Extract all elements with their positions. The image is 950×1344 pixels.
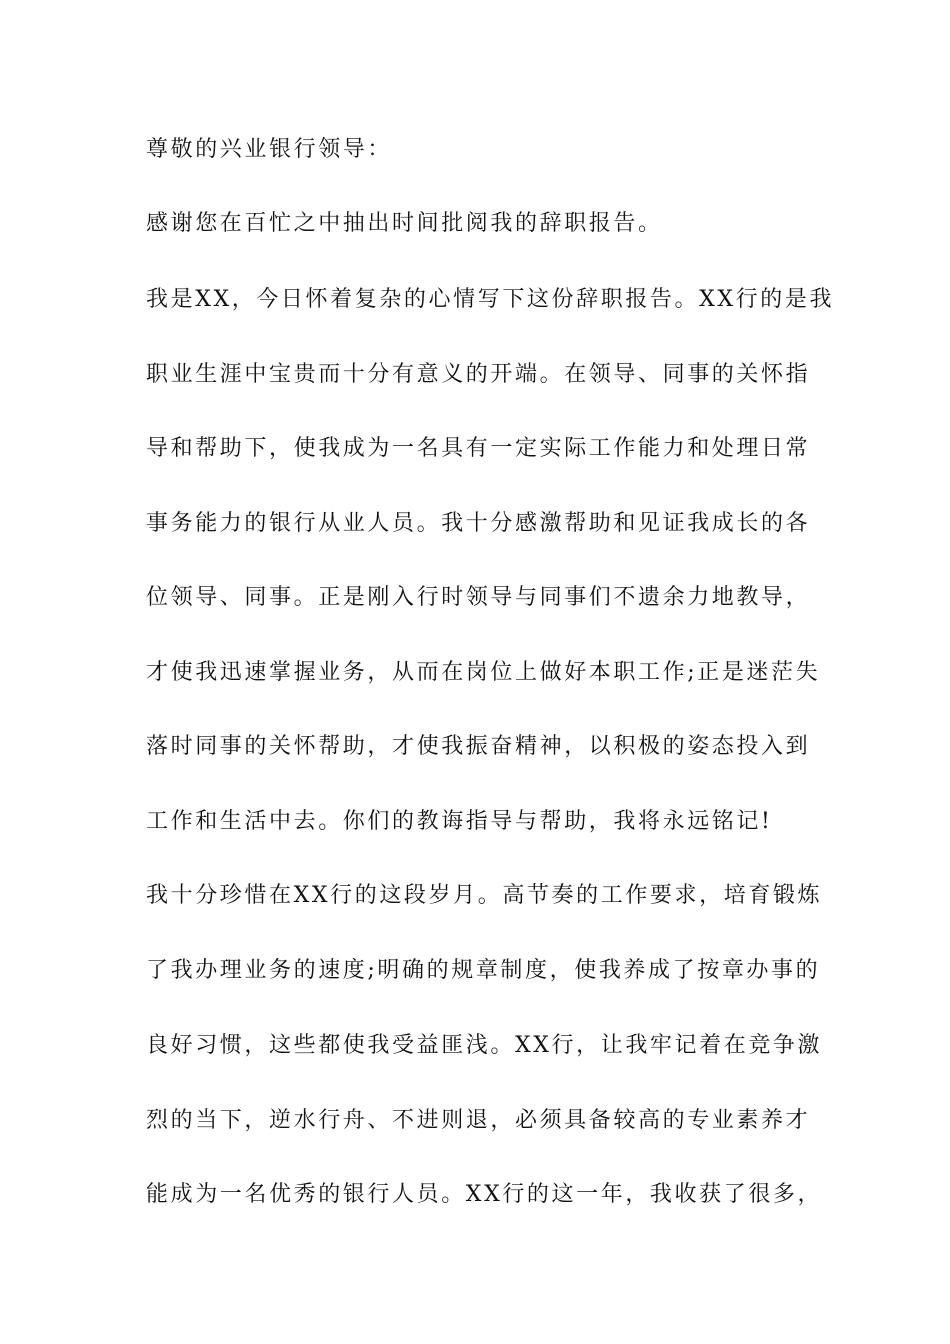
- paragraph-line: 了我办理业务的速度;明确的规章制度，使我养成了按章办事的: [146, 958, 821, 983]
- paragraph-line: 烈的当下，逆水行舟、不进则退，必须具备较高的专业素养才: [146, 1108, 811, 1133]
- paragraph-line: 落时同事的关怀帮助，才使我振奋精神，以积极的姿态投入到: [146, 734, 811, 759]
- paragraph-line: 我十分珍惜在XX行的这段岁月。高节奏的工作要求，培育锻炼: [146, 883, 823, 908]
- paragraph-line: 位领导、同事。正是刚入行时领导与同事们不遗余力地教导，: [146, 585, 811, 610]
- paragraph-line: 才使我迅速掌握业务，从而在岗位上做好本职工作;正是迷茫失: [146, 660, 821, 685]
- paragraph-line: 良好习惯，这些都使我受益匪浅。XX行，让我牢记着在竞争激: [146, 1033, 823, 1058]
- salutation: 尊敬的兴业银行领导：: [146, 137, 393, 162]
- paragraph-line: 事务能力的银行从业人员。我十分感激帮助和见证我成长的各: [146, 511, 811, 536]
- paragraph-line: 感谢您在百忙之中抽出时间批阅我的辞职报告。: [146, 211, 663, 236]
- paragraph-line: 能成为一名优秀的银行人员。XX行的这一年，我收获了很多，: [146, 1182, 823, 1207]
- paragraph-line: 职业生涯中宝贵而十分有意义的开端。在领导、同事的关怀指: [146, 362, 811, 387]
- paragraph-line: 工作和生活中去。你们的教诲指导与帮助，我将永远铭记!: [146, 809, 773, 834]
- paragraph-line: 导和帮助下，使我成为一名具有一定实际工作能力和处理日常: [146, 436, 811, 461]
- paragraph-line: 我是XX，今日怀着复杂的心情写下这份辞职报告。XX行的是我: [146, 287, 835, 312]
